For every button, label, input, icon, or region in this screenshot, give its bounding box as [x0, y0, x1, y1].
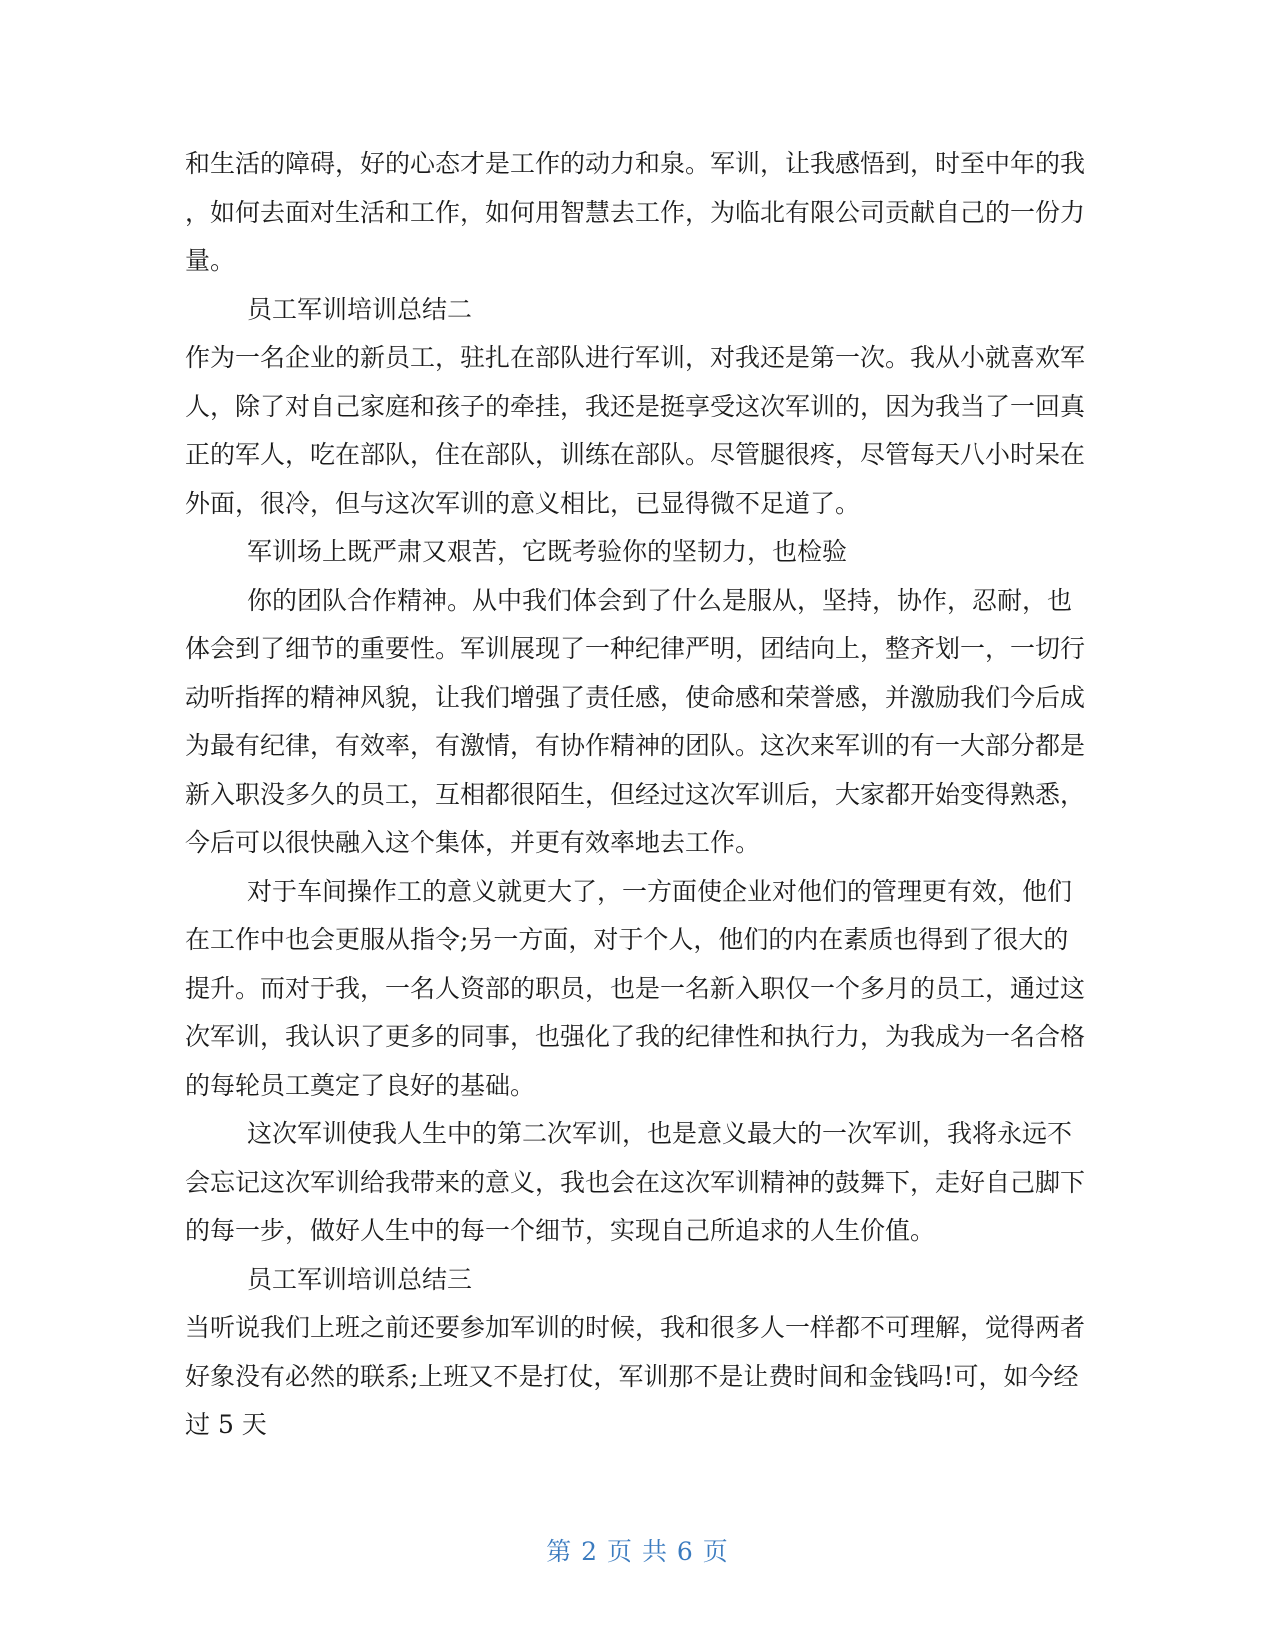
text-line: 人，除了对自己家庭和孩子的牵挂，我还是挺享受这次军训的，因为我当了一回真	[185, 391, 1086, 421]
text-line: 今后可以很快融入这个集体，并更有效率地去工作。	[185, 828, 761, 857]
text-line: 你的团队合作精神。从中我们体会到了什么是服从，坚持，协作，忍耐，也	[247, 585, 1073, 615]
paragraph	[185, 868, 1090, 1111]
text-line: 军训场上既严肃又艰苦，它既考验你的坚韧力，也检验	[247, 537, 848, 566]
text-line: 过 5 天	[185, 1410, 267, 1439]
text-line: 和生活的障碍，好的心态才是工作的动力和泉。军训，让我感悟到，时至中年的我	[185, 149, 1086, 178]
paragraph	[185, 1304, 1090, 1450]
heading-text: 员工军训培训总结二	[247, 294, 473, 324]
text-line: 体会到了细节的重要性。军训展现了一种纪律严明，团结向上，整齐划一，一切行	[185, 634, 1086, 663]
text-line: 动听指挥的精神风貌，让我们增强了责任感，使命感和荣誉感，并激励我们今后成	[185, 682, 1086, 712]
text-line: 这次军训使我人生中的第二次军训，也是意义最大的一次军训，我将永远不	[247, 1119, 1073, 1148]
text-line: 次军训，我认识了更多的同事，也强化了我的纪律性和执行力，为我成为一名合格	[185, 1022, 1086, 1051]
section-heading	[185, 286, 1090, 335]
text-line: 作为一名企业的新员工，驻扎在部队进行军训，对我还是第一次。我从小就喜欢军	[185, 343, 1086, 372]
text-line: 在工作中也会更服从指令;另一方面，对于个人，他们的内在素质也得到了很大的	[185, 925, 1069, 954]
text-line: 好象没有必然的联系;上班又不是打仗，军训那不是让费时间和金钱吗!可，如今经	[185, 1361, 1079, 1391]
text-line: 为最有纪律，有效率，有激情，有协作精神的团队。这次来军训的有一大部分都是	[185, 731, 1086, 760]
paragraph	[185, 1110, 1090, 1256]
text-line: 对于车间操作工的意义就更大了，一方面使企业对他们的管理更有效，他们	[247, 876, 1073, 906]
paragraph	[185, 140, 1090, 286]
text-line: 当听说我们上班之前还要参加军训的时候，我和很多人一样都不可理解，觉得两者	[185, 1313, 1086, 1342]
text-line: 会忘记这次军训给我带来的意义，我也会在这次军训精神的鼓舞下，走好自己脚下	[185, 1167, 1086, 1197]
paragraph	[185, 334, 1090, 528]
section-heading	[185, 1256, 1090, 1305]
text-line: ，如何去面对生活和工作，如何用智慧去工作，为临北有限公司贡献自己的一份力	[185, 197, 1086, 227]
text-line: 量。	[185, 246, 236, 275]
heading-text: 员工军训培训总结三	[247, 1264, 473, 1294]
text-line: 的每轮员工奠定了良好的基础。	[185, 1070, 536, 1100]
text-line: 正的军人，吃在部队，住在部队，训练在部队。尽管腿很疼，尽管每天八小时呆在	[185, 440, 1086, 469]
paragraph	[185, 528, 1090, 577]
document-body	[185, 140, 1090, 1450]
text-line: 提升。而对于我，一名人资部的职员，也是一名新入职仅一个多月的员工，通过这	[185, 973, 1086, 1003]
text-line: 外面，很冷，但与这次军训的意义相比，已显得微不足道了。	[185, 488, 861, 518]
page-number-footer: 第 2 页 共 6 页	[546, 1537, 729, 1566]
paragraph	[185, 577, 1090, 868]
text-line: 的每一步，做好人生中的每一个细节，实现自己所追求的人生价值。	[185, 1216, 936, 1245]
text-line: 新入职没多久的员工，互相都很陌生，但经过这次军训后，大家都开始变得熟悉，	[185, 779, 1086, 809]
